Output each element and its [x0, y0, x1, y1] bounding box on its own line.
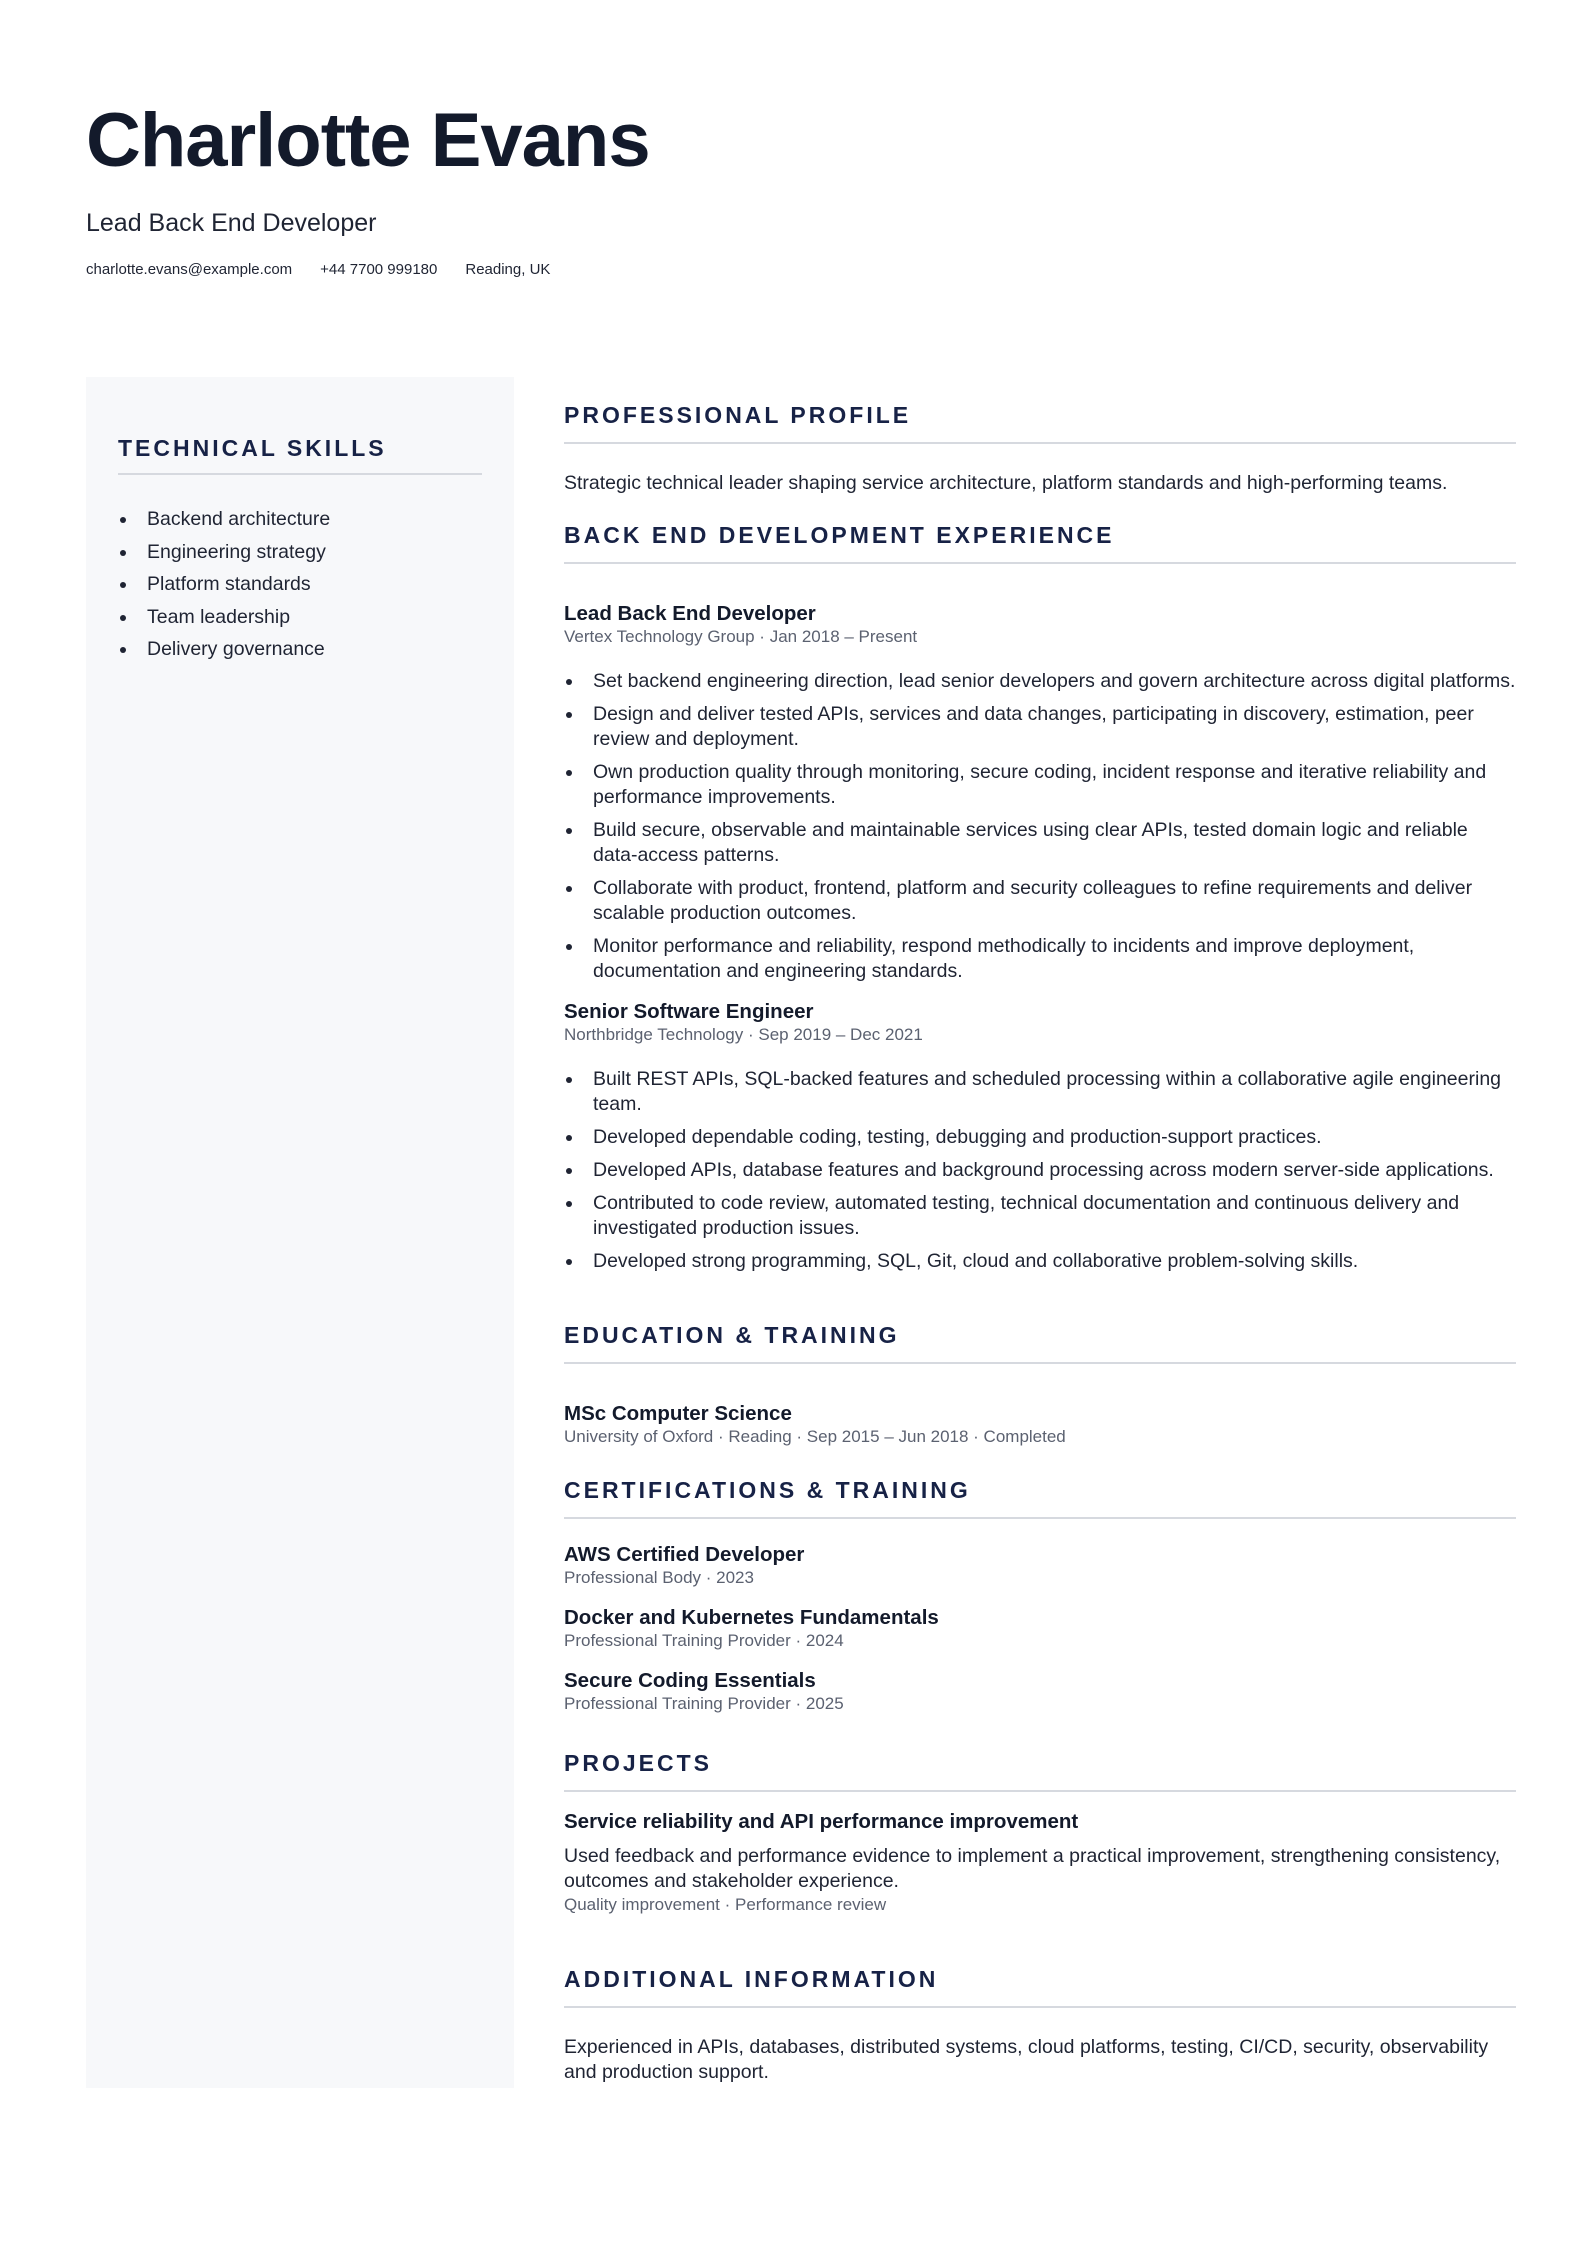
certification-entry: [564, 1669, 1516, 1715]
job-bullet: Contributed to code review, automated testing, technical documentation and continuous delivery and investigated production issues.: [564, 1191, 1516, 1241]
certification-name: Secure Coding Essentials: [564, 1669, 816, 1692]
project-description: Used feedback and performance evidence to implement a practical improvement, strengthening consistency, outcomes and stakeholder experience.: [564, 1845, 1501, 1892]
profile-divider: [564, 442, 1516, 444]
resume-header: [86, 96, 1506, 280]
project-name: Service reliability and API performance improvement: [564, 1810, 1079, 1833]
education-heading: EDUCATION & TRAINING: [564, 1322, 900, 1348]
projects-section: [564, 1748, 1516, 1916]
contact-email: charlotte.evans@example.com: [86, 261, 293, 278]
degree-meta: University of Oxford · Reading · Sep 2015 – Jun 2018 · Completed: [564, 1427, 1066, 1446]
skills-list: [118, 503, 482, 666]
skills-divider: [118, 473, 482, 475]
education-section: [564, 1320, 1516, 1448]
certification-meta: Professional Training Provider · 2025: [564, 1694, 844, 1713]
job-title: Senior Software Engineer: [564, 1000, 814, 1023]
degree-title: MSc Computer Science: [564, 1402, 792, 1425]
certification-entry: [564, 1543, 1516, 1589]
certifications-section: [564, 1475, 1516, 1715]
job-bullets: [564, 1067, 1516, 1274]
certification-name: Docker and Kubernetes Fundamentals: [564, 1606, 939, 1629]
additional-section: [564, 1964, 1516, 2085]
job-entry: [564, 602, 1516, 984]
certifications-heading: CERTIFICATIONS & TRAINING: [564, 1477, 971, 1503]
profile-section: [564, 400, 1516, 496]
skill-item: Engineering strategy: [118, 536, 482, 569]
job-bullet: Developed dependable coding, testing, debugging and production-support practices.: [564, 1125, 1516, 1150]
skill-item: Backend architecture: [118, 503, 482, 536]
experience-divider: [564, 562, 1516, 564]
profile-heading: PROFESSIONAL PROFILE: [564, 402, 912, 428]
skill-item: Team leadership: [118, 601, 482, 634]
certification-meta: Professional Body · 2023: [564, 1568, 754, 1587]
profile-text: Strategic technical leader shaping service architecture, platform standards and high-performing teams.: [564, 472, 1448, 494]
job-bullet: Collaborate with product, frontend, platform and security colleagues to refine requirements and deliver scalable production outcomes.: [564, 876, 1516, 926]
additional-divider: [564, 2006, 1516, 2008]
contact-phone: +44 7700 999180: [320, 261, 438, 278]
job-entry: [564, 1000, 1516, 1274]
project-entry: [564, 1810, 1516, 1916]
certifications-divider: [564, 1517, 1516, 1519]
candidate-name: Charlotte Evans: [86, 98, 650, 183]
projects-heading: PROJECTS: [564, 1750, 712, 1776]
job-bullet: Monitor performance and reliability, respond methodically to incidents and improve deployment, documentation and engineering standards.: [564, 934, 1516, 984]
job-bullet: Set backend engineering direction, lead senior developers and govern architecture across digital platforms.: [564, 669, 1516, 694]
job-title: Lead Back End Developer: [564, 602, 816, 625]
project-meta: Quality improvement · Performance review: [564, 1895, 887, 1914]
job-bullet: Design and deliver tested APIs, services and data changes, participating in discovery, estimation, peer review and deployment.: [564, 702, 1516, 752]
education-entry: [564, 1402, 1516, 1448]
job-bullets: [564, 669, 1516, 984]
sidebar: [86, 377, 514, 2088]
contact-location: Reading, UK: [465, 261, 551, 278]
job-bullet: Developed APIs, database features and background processing across modern server-side applications.: [564, 1158, 1516, 1183]
certification-meta: Professional Training Provider · 2024: [564, 1631, 844, 1650]
experience-section: [564, 520, 1516, 1282]
candidate-role: Lead Back End Developer: [86, 209, 377, 237]
job-bullet: Built REST APIs, SQL-backed features and scheduled processing within a collaborative agile engineering team.: [564, 1067, 1516, 1117]
skills-heading: TECHNICAL SKILLS: [118, 435, 387, 461]
job-bullet: Own production quality through monitoring, secure coding, incident response and iterative reliability and performance improvements.: [564, 760, 1516, 810]
additional-heading: ADDITIONAL INFORMATION: [564, 1966, 939, 1992]
education-divider: [564, 1362, 1516, 1364]
skill-item: Platform standards: [118, 568, 482, 601]
certification-name: AWS Certified Developer: [564, 1543, 805, 1566]
skill-item: Delivery governance: [118, 633, 482, 666]
projects-divider: [564, 1790, 1516, 1792]
job-meta: Northbridge Technology · Sep 2019 – Dec 2021: [564, 1025, 923, 1044]
job-bullet: Build secure, observable and maintainable services using clear APIs, tested domain logic and reliable data-access patterns.: [564, 818, 1516, 868]
experience-heading: BACK END DEVELOPMENT EXPERIENCE: [564, 522, 1115, 548]
job-meta: Vertex Technology Group · Jan 2018 – Present: [564, 627, 918, 646]
certification-entry: [564, 1606, 1516, 1652]
job-bullet: Developed strong programming, SQL, Git, cloud and collaborative problem-solving skills.: [564, 1249, 1516, 1274]
contact-line: [86, 260, 1506, 280]
additional-text: Experienced in APIs, databases, distributed systems, cloud platforms, testing, CI/CD, security, observability and production support.: [564, 2036, 1489, 2083]
